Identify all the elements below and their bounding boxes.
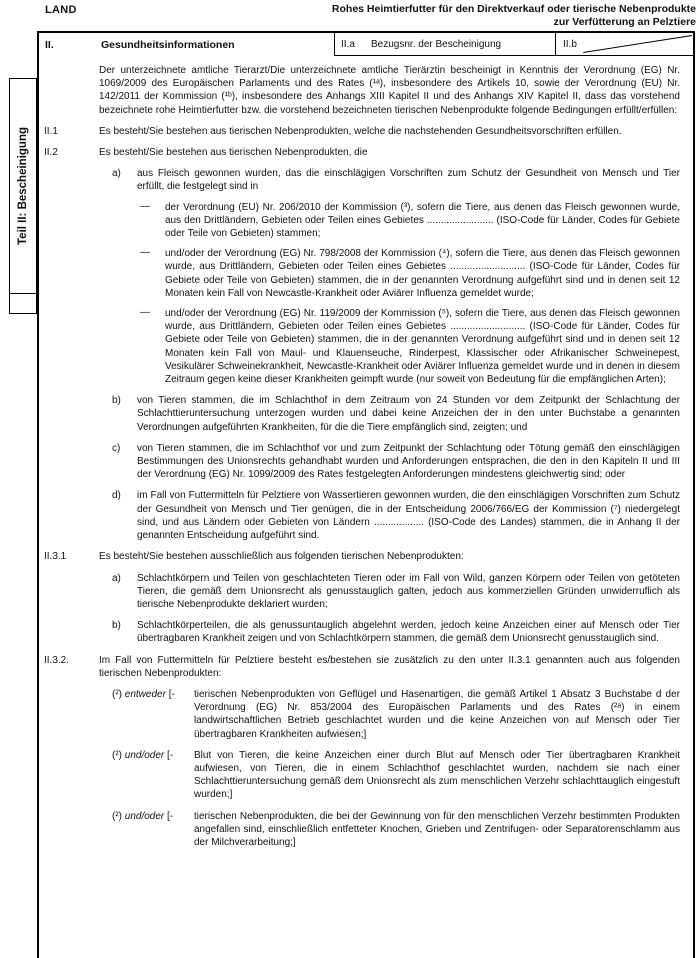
form-table [37,31,695,958]
part-ii-sidebar [9,78,37,314]
item-text: Es besteht/Sie bestehen ausschließlich aus folgenden tierischen Nebenprodukten: [99,551,464,563]
item-letter: b) [112,395,121,407]
sidebar-label-cell [10,79,36,294]
option-conjunction: und/oder [124,810,165,822]
option-conjunction: entweder [124,688,166,700]
intro-text: Der unterzeichnete amtliche Tierarzt/Die unterzeichnete amtliche Tierärztin bescheinigt in Kenntnis der Verordnung (EG) Nr. 1069/2009 des Europäischen Parlaments und des Rates (¹ᵃ), insbesondere des Artikels 10, sowie der Verordnung (EU) Nr. 142/2011 der Kommission (¹ᵇ), insbesondere des Anhangs XIII Kapitel II und des Anhangs XIV Kapitel II, dass das vorstehend bezeichnete rohe Heimtierfutter bzw. die vorstehend bezeichneten tierischen Nebenprodukte folgende Bedingungen erfüllt/erfüllen: [99,65,680,116]
header-row [39,33,693,56]
item-text: von Tieren stammen, die im Schlachthof in dem Zeitraum von 24 Stunden vor dem Zeitpunkt der Schlachtung der Schlachttieruntersuchung unterzogen wurden und dabei keine Anzeichen der in den unter Buchstabe a genannten Verordnungen aufgeführten Krankheiten, für die die Tiere empfänglich sind, zeigten; und [137,395,680,433]
option-bracket: [- [168,688,175,700]
section-header-cell [39,33,334,56]
item-text: Blut von Tieren, die keine Anzeichen einer durch Blut auf Mensch oder Tier übertragbaren Krankheit aufwiesen, von Tieren, die in einem Schlachthof geschlachtet wurden, nachdem sie nach einer Schlachttieruntersuchung gemäß dem Unionsrecht als zum menschlichen Verzehr schlachttauglich eingestuft wurden;] [194,749,680,801]
item-text: Schlachtkörperteilen, die als genussuntauglich abgelehnt werden, jedoch keine Anzeichen einer auf Mensch oder Tier übertragbaren Krankheit zeigen und von Schlachtkörpern stammen, die gemäß dem Unionsrecht genusstauglich sind. [137,620,680,645]
item-number: II.3.1 [44,551,67,563]
dash-icon: — [140,307,150,319]
item-letter: a) [112,168,121,180]
item-ii2-a-dash-1 [99,201,680,241]
reference-number-code: II.a [341,38,355,50]
item-ii2-a [99,167,680,193]
item-text: Es besteht/Sie bestehen aus tierischen Nebenprodukten, welche die nachstehenden Gesundheitsvorschriften erfüllen. [99,125,622,137]
dash-icon: — [140,200,150,212]
intro-paragraph [99,64,680,117]
option-bracket: [- [167,810,174,822]
option-label [112,810,173,823]
item-text: Im Fall von Futtermitteln für Pelztiere besteht es/bestehen sie zusätzlich zu den unter II.3.1 genannten auch aus folgenden tierischen Nebenprodukten: [99,654,680,679]
item-text: der Verordnung (EU) Nr. 206/2010 der Kommission (³), sofern die Tiere, aus denen das Fleisch gewonnen wurde, aus den Drittländern, Gebieten oder Teilen eines Gebietes ........................ (ISO-Code für Länder, Codes für Gebiete oder Teile von Gebieten) stammen; [165,201,680,240]
item-number: II.3.2. [44,654,70,666]
item-text: tierischen Nebenprodukten, die bei der Gewinnung von für den menschlichen Verzehr bestimmten Produkten angefallen sind, einschließlich entfetteter Knochen, Grieben und Zentrifugen- oder Separatorenschlamm aus der Milchverarbeitung;] [194,810,680,848]
diagonal-strikethrough-icon [556,33,693,55]
item-ii32-option-3 [99,810,680,850]
item-text: aus Fleisch gewonnen wurden, das die einschlägigen Vorschriften zum Schutz der Gesundheit von Mensch und Tier erfüllt, die festgelegt sind in [137,168,680,193]
attestation-cell [555,33,693,56]
item-ii31 [44,550,680,563]
item-text: tierischen Nebenprodukten von Geflügel und Hasenartigen, die gemäß Artikel 1 Absatz 3 Buchstabe d der Verordnung (EG) Nr. 853/2004 des Europäischen Parlaments und des Rates (²ᵃ) in einem landwirtschaftlichen Betrieb geschlachtet wurden und die keine Anzeichen von auf Mensch oder Tier übertragbaren Krankheiten aufwiesen;] [194,688,680,740]
item-letter: d) [112,490,121,502]
item-ii32-option-1 [99,688,680,741]
document-title: Rohes Heimtierfutter für den Direktverkauf oder tierische Nebenprodukte zur Verfütterung an Pelztiere [331,3,696,28]
section-number: II. [45,38,54,51]
item-text: und/oder der Verordnung (EG) Nr. 119/2009 der Kommission (⁵), sofern die Tiere, aus denen das Fleisch gewonnen wurde, aus Drittländern, Gebieten oder Teilen eines Gebietes ........................... (ISO-Code für Länder, Codes für Gebiete oder Teile von Gebieten) stammen, die in der genannten Verordnung aufgeführt sind und in denen seit 12 Monaten kein Fall von Maul- und Klauenseuche, Rinderpest, Klassischer oder Afrikanischer Schweinepest, Vesikulärer Schweinekrankheit, Newcastle-Krankheit oder Aviärer Influenza gemeldet wurde und in denen in diesem Zeitraum gegen keine dieser Krankheiten geimpft wurde (nur soweit von Bedeutung für die empfänglichen Arten); [165,308,680,386]
item-ii2-a-dash-3 [99,307,680,386]
item-letter: b) [112,620,121,632]
item-letter: a) [112,572,121,584]
item-ii32 [44,654,680,680]
item-ii2-a-dash-2 [99,247,680,300]
item-text: und/oder der Verordnung (EG) Nr. 798/2008 der Kommission (⁴), sofern die Tiere, aus denen das Fleisch gewonnen wurde, aus Drittländern, Gebieten oder Teilen eines Gebietes ........................... (ISO-Code für Länder, Codes für Gebiete oder Teile von Gebieten) stammen, die in der genannten Verordnung aufgeführt sind und in denen seit 12 Monaten kein Fall von Newcastle-Krankheit oder Aviärer Influenza gemeldet wurde; [165,248,680,299]
item-ii31-b [99,619,680,645]
footnote-superscript: (²) [112,688,122,700]
sidebar-empty-cell [10,293,36,313]
item-text: Es besteht/Sie bestehen aus tierischen Nebenprodukten, die [99,147,368,159]
sidebar-label: Teil II: Bescheinigung [17,127,29,245]
item-ii2-c [99,442,680,482]
item-number: II.1 [44,125,58,137]
item-ii2-d [99,489,680,542]
dash-icon: — [140,247,150,259]
option-label [112,688,175,701]
reference-number-cell [334,33,555,56]
reference-number-label: Bezugsnr. der Bescheinigung [371,38,502,50]
item-text: von Tieren stammen, die im Schlachthof vor und zum Zeitpunkt der Schlachtung oder Tötung gemäß den einschlägigen Bestimmungen des Unionsrechts gehandhabt wurden und Anforderungen entsprachen, die den in den Kapiteln II und III der Verordnung (EG) Nr. 1099/2009 des Rates festgelegten Anforderungen mindestens gleichwertig sind; oder [137,442,680,481]
item-ii31-a [99,572,680,612]
item-ii2-b [99,394,680,434]
item-letter: c) [112,442,121,454]
section-title: Gesundheitsinformationen [101,38,235,51]
country-label: LAND [45,4,77,16]
option-conjunction: und/oder [124,749,165,761]
option-label [112,749,173,762]
item-ii32-option-2 [99,749,680,802]
item-number: II.2 [44,147,58,159]
item-ii2 [44,146,680,159]
footnote-superscript: (²) [112,810,122,822]
certificate-body [39,56,693,849]
item-text: im Fall von Futtermitteln für Pelztiere von Wassertieren gewonnen wurden, die den einschlägigen Vorschriften zum Schutz der Gesundheit von Mensch und Tier genügen, die in der Entscheidung 2006/766/EG der Kommission (⁷) niedergelegt sind, und aus Ländern oder Gebieten von Ländern .................. (ISO-Code des Landes) stammen, die in Anhang II der genannten Entscheidung aufgeführt sind. [137,490,680,542]
item-text: Schlachtkörpern und Teilen von geschlachteten Tieren oder im Fall von Wild, ganzen Körpern oder Teilen von getöteten Tieren, die gemäß dem Unionsrecht als genusstauglich galten, jedoch aus kommerziellen Gründen unwiderruflich als tierische Nebenprodukte deklariert wurden; [137,572,680,610]
item-ii1 [44,125,680,138]
attestation-code: II.b [563,38,577,50]
option-bracket: [- [167,749,174,761]
footnote-superscript: (²) [112,749,122,761]
